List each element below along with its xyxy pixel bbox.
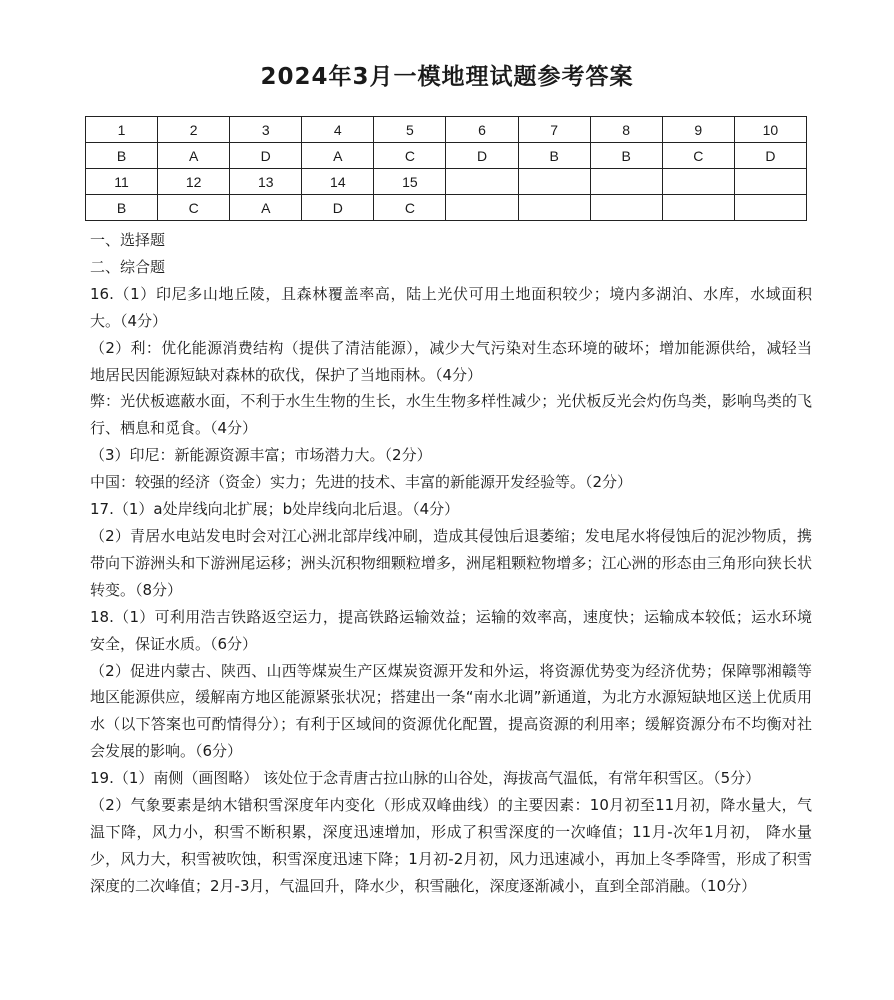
table-cell: D	[446, 143, 518, 169]
section-heading-choice: 一、选择题	[90, 231, 166, 249]
table-cell: 1	[86, 117, 158, 143]
table-cell	[518, 195, 590, 221]
table-cell: B	[518, 143, 590, 169]
table-cell: 6	[446, 117, 518, 143]
table-cell: C	[374, 195, 446, 221]
table-cell: 2	[158, 117, 230, 143]
table-cell: 15	[374, 169, 446, 195]
table-cell	[734, 195, 806, 221]
table-cell: 8	[590, 117, 662, 143]
table-cell: B	[86, 195, 158, 221]
table-cell: 3	[230, 117, 302, 143]
table-cell: D	[230, 143, 302, 169]
table-cell: 11	[86, 169, 158, 195]
answer-paragraph: （2）气象要素是纳木错积雪深度年内变化（形成双峰曲线）的主要因素：10月初至11月初，降水量大，气温下降，风力小，积雪不断积累，深度迅速增加，形成了积雪深度的一次峰值；11月-次年1月初， 降水量少，风力大，积雪被吹蚀，积雪深度迅速下降；1月初-2月初，风力迅速减小，再加上冬季降雪，形成了积雪深度的二次峰值；2月-3月，气温回升，降水少，积雪融化，深度逐渐减小，直到全部消融。（10分）	[90, 796, 812, 895]
table-cell: 13	[230, 169, 302, 195]
answer-table	[85, 116, 807, 221]
table-cell: C	[374, 143, 446, 169]
table-cell: 9	[662, 117, 734, 143]
table-cell: B	[86, 143, 158, 169]
table-cell: 5	[374, 117, 446, 143]
section-heading-comprehensive: 二、综合题	[90, 257, 166, 276]
answer-paragraph: 中国：较强的经济（资金）实力；先进的技术、丰富的新能源开发经验等。（2分）	[90, 473, 633, 492]
answer-paragraph: 18.（1）可利用浩吉铁路返空运力，提高铁路运输效益；运输的效率高，速度快；运输成本较低；运水环境安全，保证水质。（6分）	[90, 607, 812, 653]
answer-paragraph: （3）印尼：新能源资源丰富；市场潜力大。（2分）	[90, 446, 432, 465]
table-cell	[446, 169, 518, 195]
table-cell: C	[158, 195, 230, 221]
table-cell	[518, 169, 590, 195]
table-cell: 7	[518, 117, 590, 143]
page-title: 2024年3月一模地理试题参考答案	[260, 64, 634, 90]
table-row	[86, 143, 807, 169]
table-cell: B	[590, 143, 662, 169]
table-cell	[590, 195, 662, 221]
table-row	[86, 169, 807, 195]
table-cell	[446, 195, 518, 221]
answer-text	[90, 227, 812, 900]
table-cell: 10	[734, 117, 806, 143]
table-cell	[590, 169, 662, 195]
table-row	[86, 117, 807, 143]
table-cell: C	[662, 143, 734, 169]
answer-paragraph: （2）利：优化能源消费结构（提供了清洁能源），减少大气污染对生态环境的破坏；增加能源供给，减轻当地居民因能源短缺对森林的砍伐，保护了当地雨林。（4分）	[90, 338, 812, 384]
answer-paragraph: 16.（1）印尼多山地丘陵，且森林覆盖率高，陆上光伏可用土地面积较少；境内多湖泊、水库，水域面积大。（4分）	[90, 284, 812, 330]
answer-paragraph: （2）促进内蒙古、陕西、山西等煤炭生产区煤炭资源开发和外运，将资源优势变为经济优势；保障鄂湘赣等地区能源供应，缓解南方地区能源紧张状况；搭建出一条“南水北调”新通道，为北方水源短缺地区送上优质用水（以下答案也可酌情得分）；有利于区域间的资源优化配置，提高资源的利用率；缓解资源分布不均衡对社会发展的影响。（6分）	[90, 661, 812, 761]
answer-paragraph: 17.（1）a处岸线向北扩展；b处岸线向北后退。（4分）	[90, 500, 460, 519]
table-row	[86, 195, 807, 221]
answer-paragraph: 弊：光伏板遮蔽水面，不利于水生生物的生长，水生生物多样性减少；光伏板反光会灼伤鸟类，影响鸟类的飞行、栖息和觅食。（4分）	[90, 392, 812, 438]
table-cell: D	[734, 143, 806, 169]
table-cell	[662, 169, 734, 195]
table-cell	[734, 169, 806, 195]
table-cell	[662, 195, 734, 221]
table-cell: 4	[302, 117, 374, 143]
answer-paragraph: 19.（1）南侧（画图略） 该处位于念青唐古拉山脉的山谷处，海拔高气温低，有常年积雪区。（5分）	[90, 769, 761, 788]
table-cell: A	[230, 195, 302, 221]
table-cell: D	[302, 195, 374, 221]
table-cell: A	[302, 143, 374, 169]
answer-paragraph: （2）青居水电站发电时会对江心洲北部岸线冲刷，造成其侵蚀后退萎缩；发电尾水将侵蚀后的泥沙物质，携带向下游洲头和下游洲尾运移；洲头沉积物细颗粒增多，洲尾粗颗粒物增多；江心洲的形态由三角形向狭长状转变。（8分）	[90, 526, 812, 599]
table-cell: 12	[158, 169, 230, 195]
table-cell: 14	[302, 169, 374, 195]
table-cell: A	[158, 143, 230, 169]
